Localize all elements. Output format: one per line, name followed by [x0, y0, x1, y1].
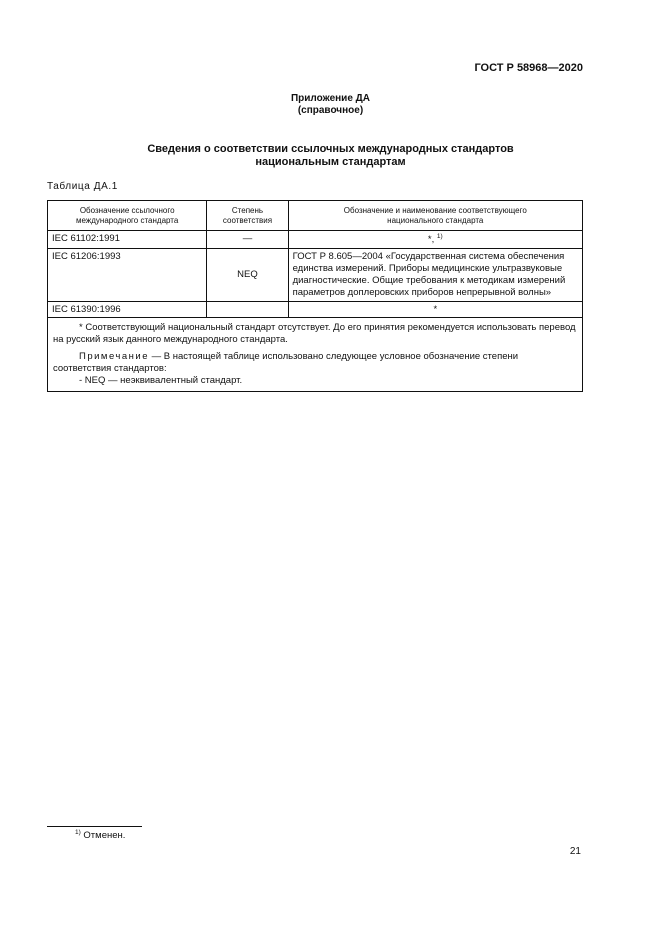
footnote-divider [47, 826, 142, 827]
annex-title: Приложение ДА [290, 93, 371, 104]
footnote-marker: 1) [75, 829, 81, 836]
footnote [75, 829, 125, 841]
cell-degree [207, 301, 288, 318]
document-id: ГОСТ Р 58968—2020 [474, 62, 583, 74]
annex-heading-line-1: Сведения о соответствии ссылочных международных стандартов [147, 143, 514, 155]
annex-heading-line-2: национальным стандартам [255, 156, 406, 168]
standards-correspondence-table [47, 200, 583, 392]
annex-type: (справочное) [297, 105, 364, 116]
header-degree: Степень соответствия [207, 201, 288, 231]
cell-national-standard: *, $^{1)}$ [288, 231, 582, 249]
header-national-standard: Обозначение и наименование соответствующего национального стандарта [288, 201, 582, 231]
table-row [48, 249, 583, 302]
cell-national-standard: ГОСТ Р 8.605—2004 «Государственная система обеспечения единства измерений. Приборы медицинские ультразвуковые диагностические. Общие требования к методикам измерений параметров доплеровских приборов непрерывной волны» [288, 249, 582, 302]
header-intl-standard: Обозначение ссылочного международного стандарта [48, 201, 207, 231]
table-label: Таблица ДА.1 [47, 181, 118, 192]
asterisk-note: * Соответствующий национальный стандарт отсутствует. До его принятия рекомендуется использовать перевод на русский язык данного международного стандарта. [53, 322, 576, 346]
table-notes [48, 318, 583, 391]
cell-intl-standard: IEC 61390:1996 [48, 301, 207, 318]
note-label: Примечание [79, 351, 149, 363]
table-row [48, 301, 583, 318]
table-notes-row [48, 318, 583, 391]
cell-degree: NEQ [207, 249, 288, 302]
footnote-text: Отменен. [80, 830, 126, 842]
note-paragraph [53, 351, 577, 375]
table-row [48, 231, 583, 249]
cell-intl-standard: IEC 61206:1993 [48, 249, 207, 302]
note-text: — В настоящей таблице использовано следующее условное обозначение степени соответствия стандартов: [53, 351, 519, 375]
cell-intl-standard: IEC 61102:1991 [48, 231, 207, 249]
note-item: - NEQ — неэквивалентный стандарт. [79, 374, 243, 386]
page-number: 21 [569, 846, 581, 857]
cell-degree: — [207, 231, 288, 249]
cell-national-standard: * [288, 301, 582, 318]
table-header-row [48, 201, 583, 231]
